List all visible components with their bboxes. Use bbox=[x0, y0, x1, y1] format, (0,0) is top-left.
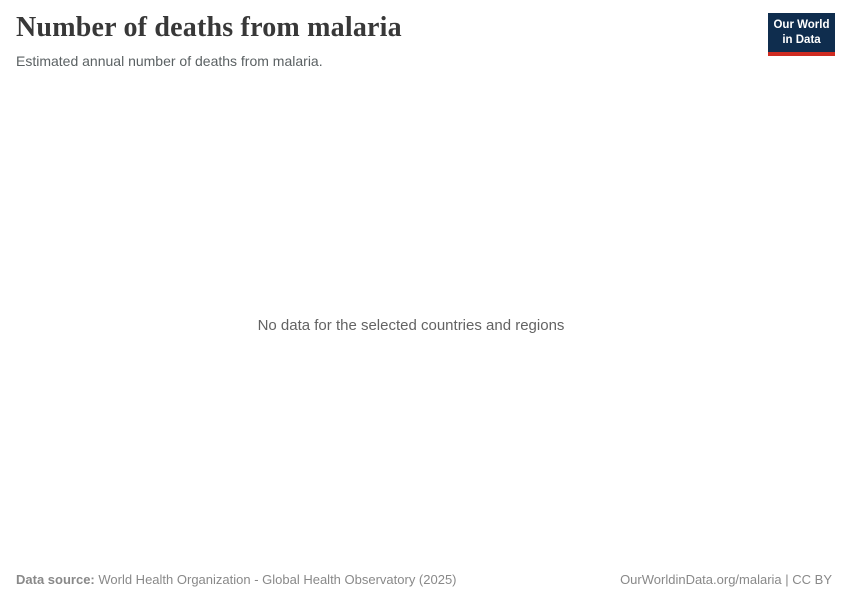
attribution-link[interactable]: OurWorldinData.org/malaria | CC BY bbox=[620, 571, 832, 587]
owid-logo-line2: in Data bbox=[782, 33, 821, 46]
chart-header bbox=[16, 12, 750, 70]
plot-area bbox=[0, 90, 850, 560]
no-data-message: No data for the selected countries and regions bbox=[257, 316, 565, 334]
chart-title: Number of deaths from malaria bbox=[16, 12, 402, 43]
chart-subtitle: Estimated annual number of deaths from malaria. bbox=[16, 53, 323, 70]
owid-logo[interactable] bbox=[768, 13, 835, 56]
owid-logo-line1: Our World bbox=[773, 18, 830, 31]
chart-footer bbox=[16, 572, 832, 588]
data-source-label: Data source: bbox=[16, 571, 95, 587]
data-source-value: World Health Organization - Global Health Observatory (2025) bbox=[94, 571, 457, 587]
data-source bbox=[16, 572, 457, 588]
